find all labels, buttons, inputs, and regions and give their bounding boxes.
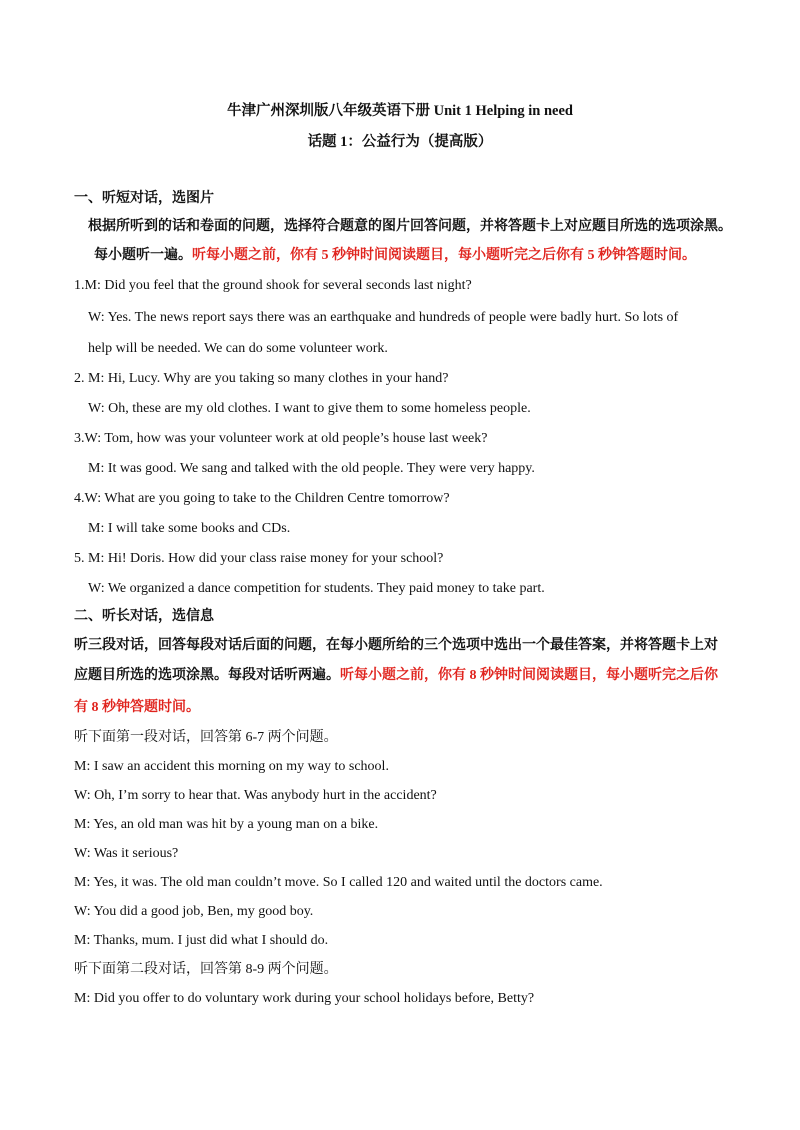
section1-instruction-2 (94, 247, 696, 265)
dialogue1-line-7: M: Thanks, mum. I just did what I should do. (74, 933, 329, 948)
section2-instruction-3: 有 8 秒钟答题时间。 (74, 700, 200, 715)
q4-line-2: M: I will take some books and CDs. (88, 521, 291, 536)
section2-instruction-2-black: 应题目所选的选项涂黑。每段对话听两遍。 (74, 668, 340, 683)
dialogue2-line-1: M: Did you offer to do voluntary work during your school holidays before, Betty? (74, 991, 535, 1006)
dialogue1-line-1: M: I saw an accident this morning on my way to school. (74, 759, 389, 774)
dialogue1-intro: 听下面第一段对话，回答第 6-7 两个问题。 (74, 730, 338, 745)
section1-heading: 一、听短对话，选图片 (74, 191, 214, 206)
q2-line-1: 2. M: Hi, Lucy. Why are you taking so many clothes in your hand? (74, 371, 449, 386)
section2-instruction-2 (74, 667, 718, 685)
dialogue1-line-2: W: Oh, I’m sorry to hear that. Was anybody hurt in the accident? (74, 788, 437, 803)
q5-line-2: W: We organized a dance competition for students. They paid money to take part. (88, 581, 545, 596)
document-title: 牛津广州深圳版八年级英语下册 Unit 1 Helping in need (226, 103, 573, 119)
dialogue1-line-5: M: Yes, it was. The old man couldn’t move. So I called 120 and waited until the doctors came. (74, 875, 603, 890)
q2-line-2: W: Oh, these are my old clothes. I want to give them to some homeless people. (88, 401, 531, 416)
dialogue1-line-3: M: Yes, an old man was hit by a young man on a bike. (74, 817, 379, 832)
section1-instruction-1: 根据所听到的话和卷面的问题，选择符合题意的图片回答问题，并将答题卡上对应题目所选的选项涂黑。 (88, 219, 732, 234)
dialogue1-line-6: W: You did a good job, Ben, my good boy. (74, 904, 314, 919)
q4-line-1: 4.W: What are you going to take to the Children Centre tomorrow? (74, 491, 450, 506)
section1-instruction-2-black: 每小题听一遍。 (94, 248, 192, 263)
section2-instruction-2-red: 听每小题之前，你有 8 秒钟时间阅读题目，每小题听完之后你 (340, 668, 718, 683)
dialogue2-intro: 听下面第二段对话，回答第 8-9 两个问题。 (74, 962, 338, 977)
section2-heading: 二、听长对话，选信息 (74, 609, 214, 624)
section1-instruction-2-red: 听每小题之前，你有 5 秒钟时间阅读题目，每小题听完之后你有 5 秒钟答题时间。 (192, 248, 696, 263)
section2-instruction-1: 听三段对话，回答每段对话后面的问题，在每小题所给的三个选项中选出一个最佳答案，并将答题卡上对 (74, 638, 718, 653)
document-subtitle: 话题 1：公益行为（提高版） (307, 134, 493, 150)
q1-line-3: help will be needed. We can do some volunteer work. (88, 341, 388, 356)
q1-line-2: W: Yes. The news report says there was an earthquake and hundreds of people were badly hurt. So lots of (88, 310, 679, 325)
dialogue1-line-4: W: Was it serious? (74, 846, 179, 861)
q5-line-1: 5. M: Hi! Doris. How did your class raise money for your school? (74, 551, 444, 566)
q3-line-2: M: It was good. We sang and talked with the old people. They were very happy. (88, 461, 535, 476)
q3-line-1: 3.W: Tom, how was your volunteer work at old people’s house last week? (74, 431, 488, 446)
q1-line-1: 1.M: Did you feel that the ground shook for several seconds last night? (74, 278, 472, 293)
